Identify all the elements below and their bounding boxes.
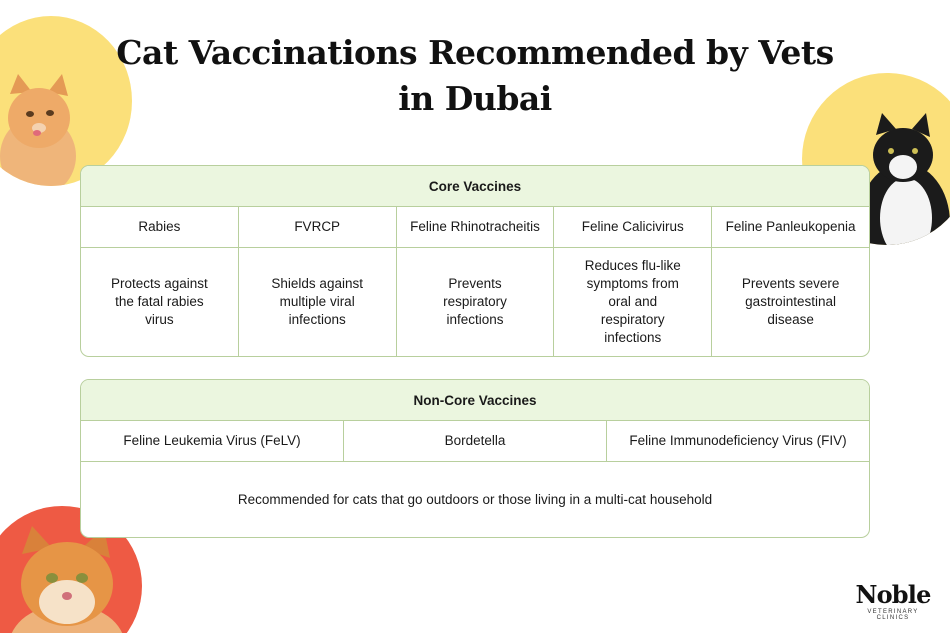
core-vaccine-names-row xyxy=(81,207,869,248)
non-core-vaccines-table xyxy=(80,379,870,538)
logo-subtitle: VETERINARY CLINICS xyxy=(867,609,919,621)
vaccine-description-cell: Shields against multiple viral infections xyxy=(239,248,397,356)
vaccine-description-cell: Reduces flu-like symptoms from oral and respiratory infections xyxy=(554,248,712,356)
vaccine-name-cell: Feline Calicivirus xyxy=(554,207,712,247)
non-core-vaccines-heading: Non-Core Vaccines xyxy=(81,380,869,421)
vaccine-description-cell: Prevents severe gastrointestinal disease xyxy=(741,276,840,327)
vaccine-name-cell: Rabies xyxy=(81,207,239,247)
non-core-note: Recommended for cats that go outdoors or those living in a multi-cat household xyxy=(237,491,713,507)
logo-wordmark: Noble xyxy=(855,580,931,609)
vaccine-name-cell: Feline Rhinotracheitis xyxy=(397,207,555,247)
vaccine-name-cell: Feline Leukemia Virus (FeLV) xyxy=(81,421,344,461)
non-core-note-row xyxy=(81,462,869,537)
core-vaccines-table xyxy=(80,165,870,357)
page-title: Cat Vaccinations Recommended by Vets in Dubai xyxy=(116,33,834,118)
vaccine-name-cell: Feline Panleukopenia xyxy=(725,219,856,234)
vaccine-description-cell: Protects against the fatal rabies virus xyxy=(81,248,239,356)
vaccine-name-cell: Bordetella xyxy=(344,421,607,461)
non-core-vaccine-names-row xyxy=(81,421,869,462)
vaccine-description-cell: Prevents respiratory infections xyxy=(397,248,555,356)
core-vaccines-heading: Core Vaccines xyxy=(81,166,869,207)
vaccine-name-cell: FVRCP xyxy=(239,207,397,247)
core-vaccine-descriptions-row xyxy=(81,248,869,356)
noble-logo xyxy=(852,582,934,621)
vaccine-name-cell: Feline Immunodeficiency Virus (FIV) xyxy=(629,433,847,448)
